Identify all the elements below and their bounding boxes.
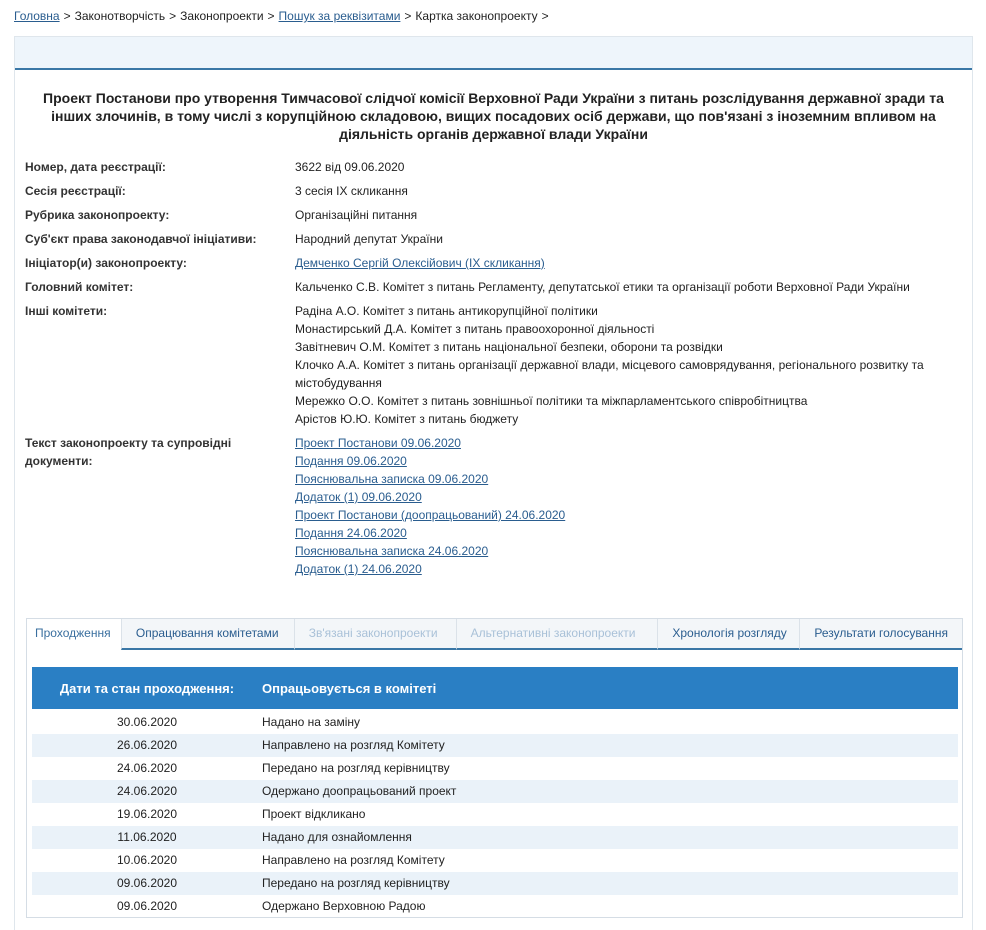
committee-item: Завітневич О.М. Комітет з питань національної безпеки, оборони та розвідки: [295, 340, 723, 354]
prop-initiator: Ініціатор(и) законопроекту: Демченко Сергій Олексійович (IX скликання): [25, 256, 545, 270]
prop-subject: Суб'єкт права законодавчої ініціативи: Народний депутат України: [25, 232, 443, 246]
table-row: 10.06.2020 Направлено на розгляд Комітету: [116, 853, 445, 867]
committee-item: Радіна А.О. Комітет з питань антикорупційної політики: [295, 304, 598, 318]
breadcrumb-home-link[interactable]: Головна: [14, 9, 60, 23]
tab-bar: [27, 619, 962, 650]
document-link[interactable]: Проект Постанови (доопрацьований) 24.06.2020: [295, 508, 566, 522]
committee-item: Арістов Ю.Ю. Комітет з питань бюджету: [295, 412, 519, 426]
bill-title: Проект Постанови про утворення Тимчасової слідчої комісії Верховної Ради України з питань розслідування державної зради та інших злочинів, в тому числі з корупційною складовою, вищих посадових осіб держави, що пов'язані з іноземним впливом на діяльність органів державної влади України: [43, 90, 944, 142]
tab-alternative-bills: Альтернативні законопроекти: [456, 619, 658, 650]
tab-voting-results[interactable]: Результати голосування: [799, 619, 962, 650]
bill-properties: [25, 158, 960, 584]
tabs-panel: [26, 618, 963, 918]
tab-chronology[interactable]: Хронологія розгляду: [657, 619, 799, 650]
prop-session: Сесія реєстрації: 3 сесія IX скликання: [25, 184, 408, 198]
breadcrumb-card: Картка законопроекту: [415, 9, 538, 23]
prop-number: Номер, дата реєстрації: 3622 від 09.06.2020: [25, 160, 405, 174]
table-row: 26.06.2020 Направлено на розгляд Комітету: [32, 734, 958, 757]
document-link[interactable]: Пояснювальна записка 24.06.2020: [295, 544, 489, 558]
passage-header-label: Дати та стан проходження:: [59, 680, 235, 696]
document-link[interactable]: Проект Постанови 09.06.2020: [295, 436, 461, 450]
table-row: 09.06.2020 Одержано Верховною Радою: [116, 899, 426, 913]
prop-main-committee: Головний комітет: Кальченко С.В. Комітет з питань Регламенту, депутатської етики та організації роботи Верховної Ради України: [25, 280, 910, 294]
passage-table: [32, 667, 958, 918]
tab-passage[interactable]: Проходження: [27, 619, 121, 650]
tab-linked-bills: Зв'язані законопроекти: [294, 619, 456, 650]
breadcrumb: Головна > Законотворчість > Законопроекти > Пошук за реквізитами > Картка законопроекту >: [14, 9, 549, 23]
table-row: 24.06.2020 Передано на розгляд керівництву: [116, 761, 450, 775]
card-header-bar: [15, 37, 972, 70]
prop-rubric: Рубрика законопроекту: Організаційні питання: [25, 208, 418, 222]
table-row: 19.06.2020 Проект відкликано: [116, 807, 366, 821]
passage-header-status: Опрацьовується в комітеті: [262, 680, 437, 696]
document-link[interactable]: Подання 24.06.2020: [295, 526, 407, 540]
table-row: 24.06.2020 Одержано доопрацьований проект: [32, 780, 958, 803]
committee-item: Монастирський Д.А. Комітет з питань правоохоронної діяльності: [295, 322, 655, 336]
committee-item: Мережко О.О. Комітет з питань зовнішньої політики та міжпарламентського співробітництва: [295, 394, 808, 408]
breadcrumb-search-link[interactable]: Пошук за реквізитами: [278, 9, 401, 23]
table-row: 09.06.2020 Передано на розгляд керівництву: [32, 872, 958, 895]
document-link[interactable]: Подання 09.06.2020: [295, 454, 407, 468]
document-link[interactable]: Додаток (1) 09.06.2020: [295, 490, 422, 504]
tab-committee-processing[interactable]: Опрацювання комітетами: [121, 619, 294, 650]
initiator-link[interactable]: Демченко Сергій Олексійович (IX скликання): [295, 256, 545, 270]
passage-table-body: [32, 711, 958, 918]
document-link[interactable]: Пояснювальна записка 09.06.2020: [295, 472, 489, 486]
table-row: 30.06.2020 Надано на заміну: [116, 715, 361, 729]
breadcrumb-bills: Законопроекти: [180, 9, 264, 23]
document-link[interactable]: Додаток (1) 24.06.2020: [295, 562, 422, 576]
passage-table-header: [32, 667, 958, 709]
bill-card: [14, 36, 973, 930]
prop-other-committees: Інші комітети: Радіна А.О. Комітет з питань антикорупційної політики Монастирський Д.А. Комітет з питань правоохоронної діяльності Завітневич О.М. Комітет з питань національної безпеки, оборони та розвідки Клочко А.А. Комітет з питань організації державної влади, місцевого самоврядування, регіонального розвитку та містобудування Мережко О.О. Комітет з питань зовнішньої політики та міжпарламентського співробітництва Арістов Ю.Ю. Комітет з питань бюджету: [25, 302, 960, 428]
committee-item: Клочко А.А. Комітет з питань організації державної влади, місцевого самоврядування, регіонального розвитку та містобудування: [295, 358, 924, 390]
breadcrumb-lawmaking: Законотворчість: [74, 9, 166, 23]
prop-documents: Текст законопроекту та супровідні документи: Проект Постанови 09.06.2020 Подання 09.06.2020 Пояснювальна записка 09.06.2020 Додаток (1) 09.06.2020 Проект Постанови (доопрацьований) 24.06.2020 Подання 24.06.2020 Пояснювальна записка 24.06.2020 Додаток (1) 24.06.2020: [25, 436, 566, 576]
table-row: 11.06.2020 Надано для ознайомлення: [32, 826, 958, 849]
